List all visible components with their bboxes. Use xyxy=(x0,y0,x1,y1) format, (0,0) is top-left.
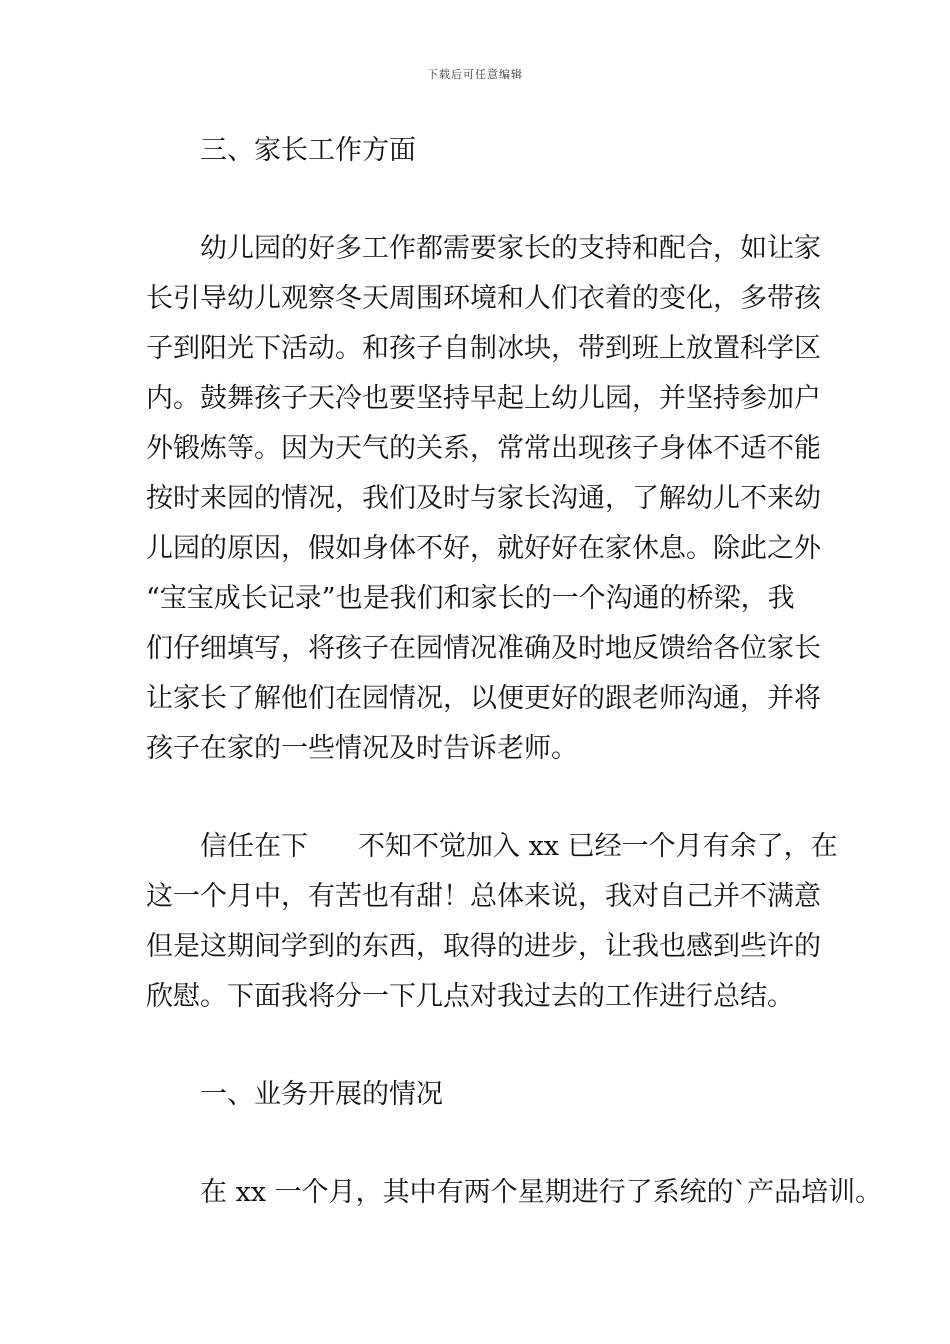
text-line: 让家长了解他们在园情况，以便更好的跟老师沟通，并将 xyxy=(146,683,821,714)
text-line: 们仔细填写，将孩子在园情况准确及时地反馈给各位家长 xyxy=(146,633,821,664)
text-line: 外锻炼等。因为天气的关系，常常出现孩子身体不适不能 xyxy=(146,433,821,464)
lead-phrase: 信任在下 xyxy=(200,831,308,862)
section-heading-business: 一、业务开展的情况 xyxy=(200,1079,443,1110)
text-line: 内。鼓舞孩子天冷也要坚持早起上幼儿园，并坚持参加户 xyxy=(146,383,821,414)
paragraph-gap xyxy=(146,1120,836,1168)
document-body xyxy=(146,126,883,1218)
paragraph-gap xyxy=(146,1022,836,1070)
header-note: 下载后可任意编辑 xyxy=(427,68,523,81)
section-heading-parent-work: 三、家长工作方面 xyxy=(200,135,416,166)
paragraph-gap xyxy=(146,774,836,822)
text-line: 但是这期间学到的东西，取得的进步，让我也感到些许的 xyxy=(146,931,821,962)
paragraph-gap xyxy=(146,176,836,224)
text-line: 欣慰。下面我将分一下几点对我过去的工作进行总结。 xyxy=(146,981,794,1012)
text-line xyxy=(146,822,836,872)
text-line: 按时来园的情况，我们及时与家长沟通，了解幼儿不来幼 xyxy=(146,483,821,514)
paragraph-parent-work xyxy=(146,224,836,774)
text-line: 幼儿园的好多工作都需要家长的支持和配合，如让家 xyxy=(200,233,821,264)
text-line: 儿园的原因，假如身体不好，就好好在家休息。除此之外 xyxy=(146,533,821,564)
text-line: 孩子在家的一些情况及时告诉老师。 xyxy=(146,733,578,764)
paragraph-business xyxy=(146,1168,883,1218)
text-line: 长引导幼儿观察冬天周围环境和人们衣着的变化，多带孩 xyxy=(146,283,821,314)
text-line: 在 xx 一个月，其中有两个星期进行了系统的`产品培训。 xyxy=(200,1177,883,1208)
text-line: 这一个月中，有苦也有甜！总体来说，我对自己并不满意 xyxy=(146,881,821,912)
paragraph-summary-intro xyxy=(146,822,836,1022)
text-line: 子到阳光下活动。和孩子自制冰块，带到班上放置科学区 xyxy=(146,333,821,364)
lead-line-text: 不知不觉加入 xx 已经一个月有余了，在 xyxy=(358,831,838,862)
text-line: “宝宝成长记录”也是我们和家长的一个沟通的桥梁，我 xyxy=(146,583,795,614)
